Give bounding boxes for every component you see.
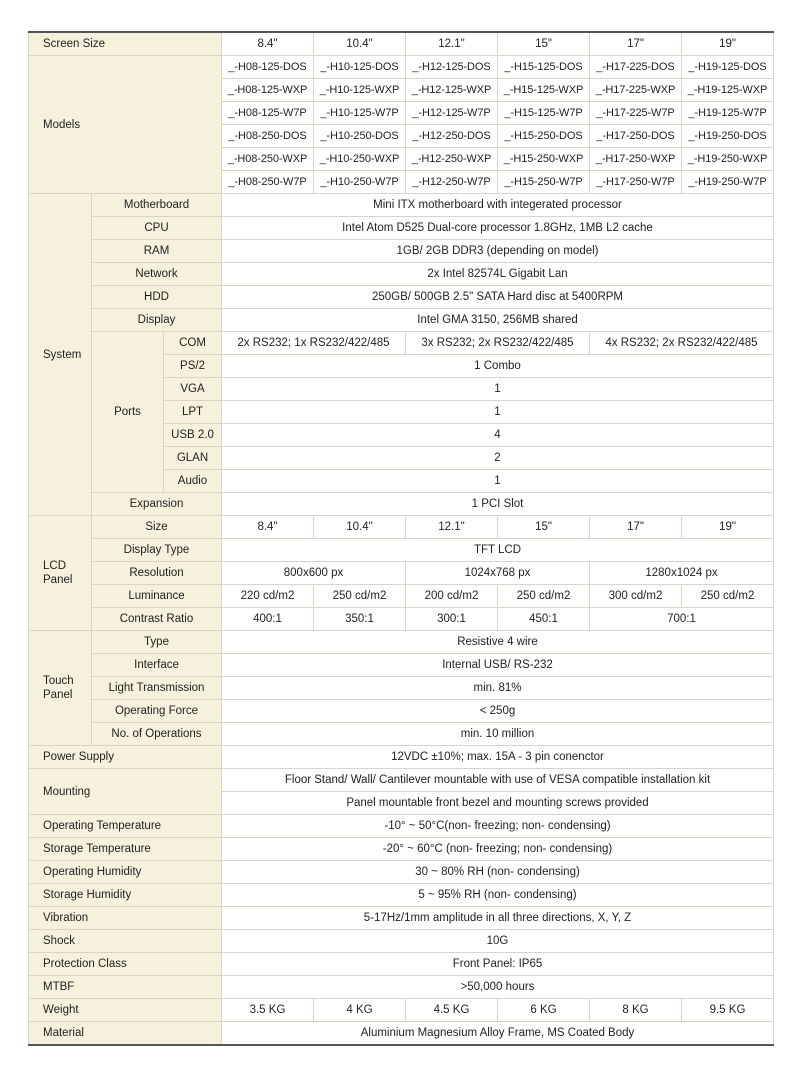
lcd-label-line1: LCD bbox=[43, 560, 67, 572]
model-cell: _-H12-125-W7P bbox=[406, 102, 498, 125]
cell-value: -20° ~ 60°C (non- freezing; non- condensing) bbox=[222, 838, 774, 861]
table-row bbox=[29, 516, 774, 539]
cell-value: 30 ~ 80% RH (non- condensing) bbox=[222, 861, 774, 884]
cell-value: 1GB/ 2GB DDR3 (depending on model) bbox=[222, 240, 774, 263]
table-row bbox=[29, 539, 774, 562]
port-label-usb: USB 2.0 bbox=[164, 424, 222, 447]
table-row bbox=[29, 953, 774, 976]
model-cell: _-H15-250-WXP bbox=[498, 148, 590, 171]
cell-value: 1 Combo bbox=[222, 355, 774, 378]
row-label-weight: Weight bbox=[29, 999, 222, 1022]
model-cell: _-H08-250-WXP bbox=[222, 148, 314, 171]
sub-label-ports: Ports bbox=[92, 332, 164, 493]
model-cell: _-H17-250-WXP bbox=[590, 148, 682, 171]
table-row bbox=[29, 999, 774, 1022]
table-row bbox=[29, 861, 774, 884]
cell-value: 8.4" bbox=[222, 516, 314, 539]
cell-value: 350:1 bbox=[314, 608, 406, 631]
row-label-power-supply: Power Supply bbox=[29, 746, 222, 769]
cell-value: 12.1" bbox=[406, 32, 498, 56]
model-cell: _-H19-250-WXP bbox=[682, 148, 774, 171]
cell-value: 400:1 bbox=[222, 608, 314, 631]
table-row bbox=[29, 700, 774, 723]
cell-value: Mini ITX motherboard with integerated processor bbox=[222, 194, 774, 217]
cell-value: 450:1 bbox=[498, 608, 590, 631]
cell-value: 8 KG bbox=[590, 999, 682, 1022]
table-row bbox=[29, 585, 774, 608]
cell-value: 4 KG bbox=[314, 999, 406, 1022]
model-cell: _-H08-125-WXP bbox=[222, 79, 314, 102]
sub-label-hdd: HDD bbox=[92, 286, 222, 309]
cell-value: 300:1 bbox=[406, 608, 498, 631]
table-row bbox=[29, 240, 774, 263]
cell-value: 1 bbox=[222, 401, 774, 424]
cell-value: Front Panel: IP65 bbox=[222, 953, 774, 976]
table-row bbox=[29, 815, 774, 838]
cell-value: 4x RS232; 2x RS232/422/485 bbox=[590, 332, 774, 355]
model-cell: _-H19-250-W7P bbox=[682, 171, 774, 194]
table-row bbox=[29, 746, 774, 769]
sub-label-type: Type bbox=[92, 631, 222, 654]
table-row bbox=[29, 930, 774, 953]
cell-value: 250GB/ 500GB 2.5" SATA Hard disc at 5400RPM bbox=[222, 286, 774, 309]
table-row bbox=[29, 56, 774, 79]
model-cell: _-H17-250-DOS bbox=[590, 125, 682, 148]
cell-value: 15" bbox=[498, 516, 590, 539]
sub-label-cpu: CPU bbox=[92, 217, 222, 240]
table-row bbox=[29, 608, 774, 631]
row-label-storage-temperature: Storage Temperature bbox=[29, 838, 222, 861]
cell-value: 10.4" bbox=[314, 516, 406, 539]
row-label-screen-size: Screen Size bbox=[29, 32, 222, 56]
sub-label-resolution: Resolution bbox=[92, 562, 222, 585]
model-cell: _-H12-250-DOS bbox=[406, 125, 498, 148]
table-row bbox=[29, 769, 774, 792]
model-cell: _-H19-125-W7P bbox=[682, 102, 774, 125]
row-label-touch-panel bbox=[29, 631, 92, 746]
cell-value: 1024x768 px bbox=[406, 562, 590, 585]
cell-value: min. 10 million bbox=[222, 723, 774, 746]
cell-value: < 250g bbox=[222, 700, 774, 723]
row-label-mtbf: MTBF bbox=[29, 976, 222, 999]
cell-value: 1 bbox=[222, 378, 774, 401]
port-label-lpt: LPT bbox=[164, 401, 222, 424]
table-row bbox=[29, 884, 774, 907]
model-cell: _-H19-250-DOS bbox=[682, 125, 774, 148]
sub-label-display-type: Display Type bbox=[92, 539, 222, 562]
sub-label-expansion: Expansion bbox=[92, 493, 222, 516]
sub-label-ram: RAM bbox=[92, 240, 222, 263]
cell-value: 2x RS232; 1x RS232/422/485 bbox=[222, 332, 406, 355]
row-label-storage-humidity: Storage Humidity bbox=[29, 884, 222, 907]
cell-value: 4 bbox=[222, 424, 774, 447]
cell-value: >50,000 hours bbox=[222, 976, 774, 999]
model-cell: _-H08-250-DOS bbox=[222, 125, 314, 148]
table-row bbox=[29, 194, 774, 217]
model-cell: _-H15-125-DOS bbox=[498, 56, 590, 79]
model-cell: _-H15-125-W7P bbox=[498, 102, 590, 125]
touch-label-line1: Touch bbox=[43, 675, 74, 687]
cell-value: 12VDC ±10%; max. 15A - 3 pin conenctor bbox=[222, 746, 774, 769]
model-cell: _-H08-125-DOS bbox=[222, 56, 314, 79]
cell-value: 250 cd/m2 bbox=[498, 585, 590, 608]
cell-value: 200 cd/m2 bbox=[406, 585, 498, 608]
cell-value: 2 bbox=[222, 447, 774, 470]
cell-value: 6 KG bbox=[498, 999, 590, 1022]
sub-label-interface: Interface bbox=[92, 654, 222, 677]
model-cell: _-H08-250-W7P bbox=[222, 171, 314, 194]
cell-value: 15" bbox=[498, 32, 590, 56]
row-label-vibration: Vibration bbox=[29, 907, 222, 930]
table-row bbox=[29, 631, 774, 654]
model-cell: _-H17-225-DOS bbox=[590, 56, 682, 79]
cell-value: Aluminium Magnesium Alloy Frame, MS Coated Body bbox=[222, 1022, 774, 1046]
row-label-operating-humidity: Operating Humidity bbox=[29, 861, 222, 884]
cell-value: 250 cd/m2 bbox=[314, 585, 406, 608]
cell-value: Internal USB/ RS-232 bbox=[222, 654, 774, 677]
table-row bbox=[29, 562, 774, 585]
model-cell: _-H17-225-WXP bbox=[590, 79, 682, 102]
sub-label-contrast: Contrast Ratio bbox=[92, 608, 222, 631]
cell-value: 2x Intel 82574L Gigabit Lan bbox=[222, 263, 774, 286]
port-label-ps2: PS/2 bbox=[164, 355, 222, 378]
row-label-shock: Shock bbox=[29, 930, 222, 953]
table-row bbox=[29, 907, 774, 930]
cell-value: 3x RS232; 2x RS232/422/485 bbox=[406, 332, 590, 355]
model-cell: _-H15-250-W7P bbox=[498, 171, 590, 194]
cell-value: Panel mountable front bezel and mounting screws provided bbox=[222, 792, 774, 815]
port-label-com: COM bbox=[164, 332, 222, 355]
model-cell: _-H15-250-DOS bbox=[498, 125, 590, 148]
cell-value: 800x600 px bbox=[222, 562, 406, 585]
sub-label-size: Size bbox=[92, 516, 222, 539]
row-label-material: Material bbox=[29, 1022, 222, 1046]
cell-value: 12.1" bbox=[406, 516, 498, 539]
cell-value: 3.5 KG bbox=[222, 999, 314, 1022]
model-cell: _-H17-250-W7P bbox=[590, 171, 682, 194]
model-cell: _-H12-250-WXP bbox=[406, 148, 498, 171]
table-row bbox=[29, 1022, 774, 1046]
port-label-audio: Audio bbox=[164, 470, 222, 493]
cell-value: TFT LCD bbox=[222, 539, 774, 562]
sub-label-network: Network bbox=[92, 263, 222, 286]
model-cell: _-H19-125-WXP bbox=[682, 79, 774, 102]
model-cell: _-H17-225-W7P bbox=[590, 102, 682, 125]
cell-value: Resistive 4 wire bbox=[222, 631, 774, 654]
row-label-models: Models bbox=[29, 56, 222, 194]
cell-value: Intel GMA 3150, 256MB shared bbox=[222, 309, 774, 332]
model-cell: _-H10-125-W7P bbox=[314, 102, 406, 125]
cell-value: 10G bbox=[222, 930, 774, 953]
cell-value: Floor Stand/ Wall/ Cantilever mountable with use of VESA compatible installation kit bbox=[222, 769, 774, 792]
cell-value: 250 cd/m2 bbox=[682, 585, 774, 608]
table-row bbox=[29, 309, 774, 332]
port-label-glan: GLAN bbox=[164, 447, 222, 470]
cell-value: 5 ~ 95% RH (non- condensing) bbox=[222, 884, 774, 907]
table-row bbox=[29, 654, 774, 677]
cell-value: 10.4" bbox=[314, 32, 406, 56]
table-row bbox=[29, 32, 774, 56]
model-cell: _-H10-125-WXP bbox=[314, 79, 406, 102]
cell-value: 1 PCI Slot bbox=[222, 493, 774, 516]
specification-table bbox=[28, 31, 774, 1046]
sub-label-display: Display bbox=[92, 309, 222, 332]
sub-label-light-transmission: Light Transmission bbox=[92, 677, 222, 700]
model-cell: _-H10-125-DOS bbox=[314, 56, 406, 79]
model-cell: _-H12-250-W7P bbox=[406, 171, 498, 194]
cell-value: 19" bbox=[682, 32, 774, 56]
cell-value: min. 81% bbox=[222, 677, 774, 700]
model-cell: _-H10-250-DOS bbox=[314, 125, 406, 148]
table-row bbox=[29, 677, 774, 700]
table-row bbox=[29, 838, 774, 861]
sub-label-operating-force: Operating Force bbox=[92, 700, 222, 723]
cell-value: 17" bbox=[590, 516, 682, 539]
cell-value: 5-17Hz/1mm amplitude in all three directions, X, Y, Z bbox=[222, 907, 774, 930]
model-cell: _-H10-250-WXP bbox=[314, 148, 406, 171]
cell-value: 8.4" bbox=[222, 32, 314, 56]
row-label-lcd-panel bbox=[29, 516, 92, 631]
table-row bbox=[29, 286, 774, 309]
model-cell: _-H10-250-W7P bbox=[314, 171, 406, 194]
cell-value: 4.5 KG bbox=[406, 999, 498, 1022]
table-row bbox=[29, 976, 774, 999]
model-cell: _-H08-125-W7P bbox=[222, 102, 314, 125]
model-cell: _-H19-125-DOS bbox=[682, 56, 774, 79]
cell-value: 1 bbox=[222, 470, 774, 493]
cell-value: 19" bbox=[682, 516, 774, 539]
model-cell: _-H15-125-WXP bbox=[498, 79, 590, 102]
cell-value: -10° ~ 50°C(non- freezing; non- condensing) bbox=[222, 815, 774, 838]
model-cell: _-H12-125-WXP bbox=[406, 79, 498, 102]
cell-value: 220 cd/m2 bbox=[222, 585, 314, 608]
table-row bbox=[29, 332, 774, 355]
touch-label-line2: Panel bbox=[43, 689, 73, 701]
row-label-system: System bbox=[29, 194, 92, 516]
table-row bbox=[29, 723, 774, 746]
sub-label-motherboard: Motherboard bbox=[92, 194, 222, 217]
table-row bbox=[29, 217, 774, 240]
row-label-operating-temperature: Operating Temperature bbox=[29, 815, 222, 838]
sub-label-operations: No. of Operations bbox=[92, 723, 222, 746]
row-label-mounting: Mounting bbox=[29, 769, 222, 815]
table-row bbox=[29, 263, 774, 286]
cell-value: 17" bbox=[590, 32, 682, 56]
cell-value: Intel Atom D525 Dual-core processor 1.8GHz, 1MB L2 cache bbox=[222, 217, 774, 240]
cell-value: 1280x1024 px bbox=[590, 562, 774, 585]
row-label-protection-class: Protection Class bbox=[29, 953, 222, 976]
lcd-label-line2: Panel bbox=[43, 574, 73, 586]
table-row bbox=[29, 493, 774, 516]
port-label-vga: VGA bbox=[164, 378, 222, 401]
sub-label-luminance: Luminance bbox=[92, 585, 222, 608]
cell-value: 300 cd/m2 bbox=[590, 585, 682, 608]
cell-value: 700:1 bbox=[590, 608, 774, 631]
cell-value: 9.5 KG bbox=[682, 999, 774, 1022]
model-cell: _-H12-125-DOS bbox=[406, 56, 498, 79]
